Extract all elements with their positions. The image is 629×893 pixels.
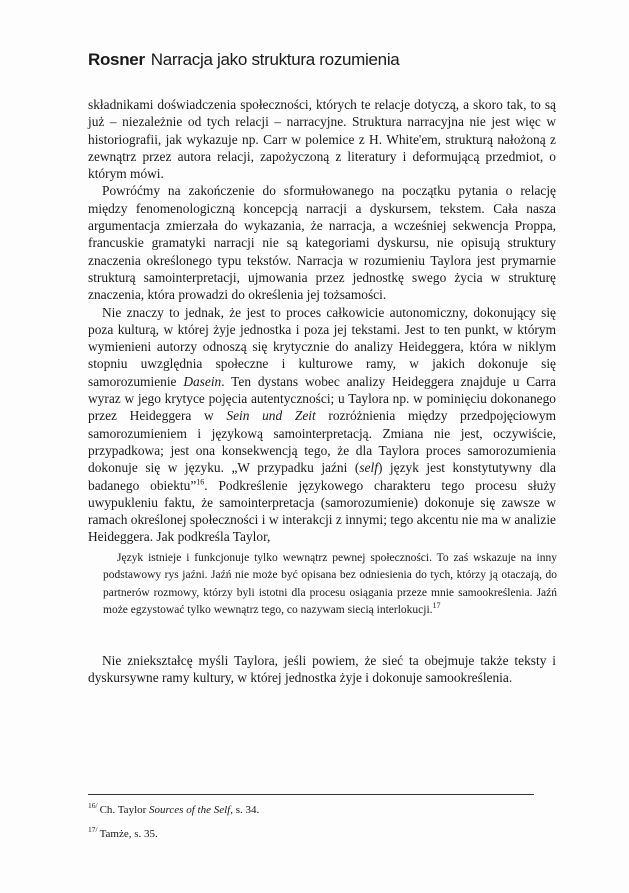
paragraph-1: składnikami doświadczenia społeczności, których te relacje dotyczą, a skoro tak, to są już – niezależnie od tych relacji – narracyjne. Struktura narracyjna nie jest więc w historiografii, jak wykazuje np. Carr w polemice z H. White'em, strukturą nałożoną z zewnątrz przez autora relacji, zapożyczoną z literatury i deformującą przedmiot, o którym mówi. <box>88 97 556 182</box>
footnote-number: 17/ <box>88 825 98 835</box>
footnotes <box>88 803 556 851</box>
paragraph-3-part-1: Nie znaczy to jednak, że jest to proces całkowicie autonomiczny, dokonujący się poza kulturą, w której żyje jednostka i poza jej tekstami. Jest to ten punkt, w którym wymienieni autorzy odnoszą się krytycznie do analizy Heideggera, która w niklym stopniu uwzględnia społeczne i kulturowe ramy, w jakich dokonuje się samorozumienie <box>88 304 556 389</box>
paragraph-3-part-4: ) język jest konstytutywny dla badanego obiektu” <box>88 460 556 493</box>
footnote-16 <box>88 803 556 817</box>
footnote-prefix: Ch. Taylor <box>99 804 150 816</box>
quote-paragraph <box>103 550 557 620</box>
footnote-17 <box>88 827 556 841</box>
closing-text <box>88 652 556 687</box>
paragraph-2: Powróćmy na zakończenie do sformułowanego na początku pytania o relację między fenomenologiczną koncepcją narracji a dyskursem, tekstem. Cała nasza argumentacja zmierzała do wykazania, że narracja, a wcześniej sekwencja Proppa, francuskie gramatyki narracji nie są kategoriami dyskursu, nie opisują struktury znaczenia określonego typu tekstów. Narracja w rozumieniu Taylora jest prymarnie strukturą samointerpretacji, ujmowania przez jednostkę swego życia w strukturę znaczenia, która prowadzi do określenia jej tożsamości. <box>88 183 556 303</box>
running-header <box>88 48 399 72</box>
term-self: self <box>359 460 378 476</box>
block-quote <box>103 550 557 620</box>
closing-paragraph: Nie zniekształcę myśli Taylora, jeśli powiem, że sieć ta obejmuje także teksty i dyskursywne ramy kultury, w której jednostka żyje i dokonuje samookreślenia. <box>88 653 556 686</box>
header-author: Rosner <box>88 50 145 69</box>
term-dasein: Dasein <box>183 373 222 389</box>
footnote-ref-17[interactable]: 17 <box>432 601 441 611</box>
paragraph-3 <box>88 304 556 546</box>
header-title: Narracja jako struktura rozumienia <box>150 50 400 69</box>
paragraph-3-part-5: . Podkreślenie językowego charakteru tego procesu służy uwypukleniu faktu, że samointerpretacja (samorozumienie) dokonuje się zawsze w ramach określonej społeczności i w interakcji z innymi; tego akcentu nie ma w analizie Heideggera. Jak podkreśla Taylor, <box>88 477 557 545</box>
footnote-ref-16[interactable]: 16 <box>196 477 205 487</box>
footnote-number: 16/ <box>88 801 98 811</box>
footnote-prefix: Tamże, s. 35. <box>99 828 158 840</box>
footnote-work-title: Sources of the Self <box>149 804 231 816</box>
quote-text: Język istnieje i funkcjonuje tylko wewnątrz pewnej społeczności. To zaś wskazuje na inny podstawowy rys jaźni. Jaźń nie może być opisana bez odniesienia do tych, którzy ją otaczają, do partnerów rozmowy, którzy byli istotni dla procesu osiągania przeze mnie samookreślenia. Jaźń może egzystować tylko wewnątrz tego, co nazywam siecią interlokucji. <box>103 552 557 617</box>
paragraph-3-part-3: rozróżnienia między przedpojęciowym samorozumieniem i językową samointerpretacją. Zmiana nie jest, oczywiście, przypadkowa; jest ona konsekwencją tego, że dla Taylora proces samorozumienia dokonuje się w języku. „W przypadku jaźni ( <box>88 408 556 476</box>
main-text <box>88 96 556 546</box>
footnote-suffix: , s. 34. <box>230 804 260 816</box>
work-title-sein-und-zeit: Sein und Zeit <box>226 408 316 424</box>
paragraph-3-part-2: . Ten dystans wobec analizy Heideggera znajduje u Carra wyraz w jego krytyce pojęcia autentyczności; u Taylora np. w pominięciu dokonanego przez Heideggera w <box>88 373 556 424</box>
footnote-divider <box>88 794 534 795</box>
